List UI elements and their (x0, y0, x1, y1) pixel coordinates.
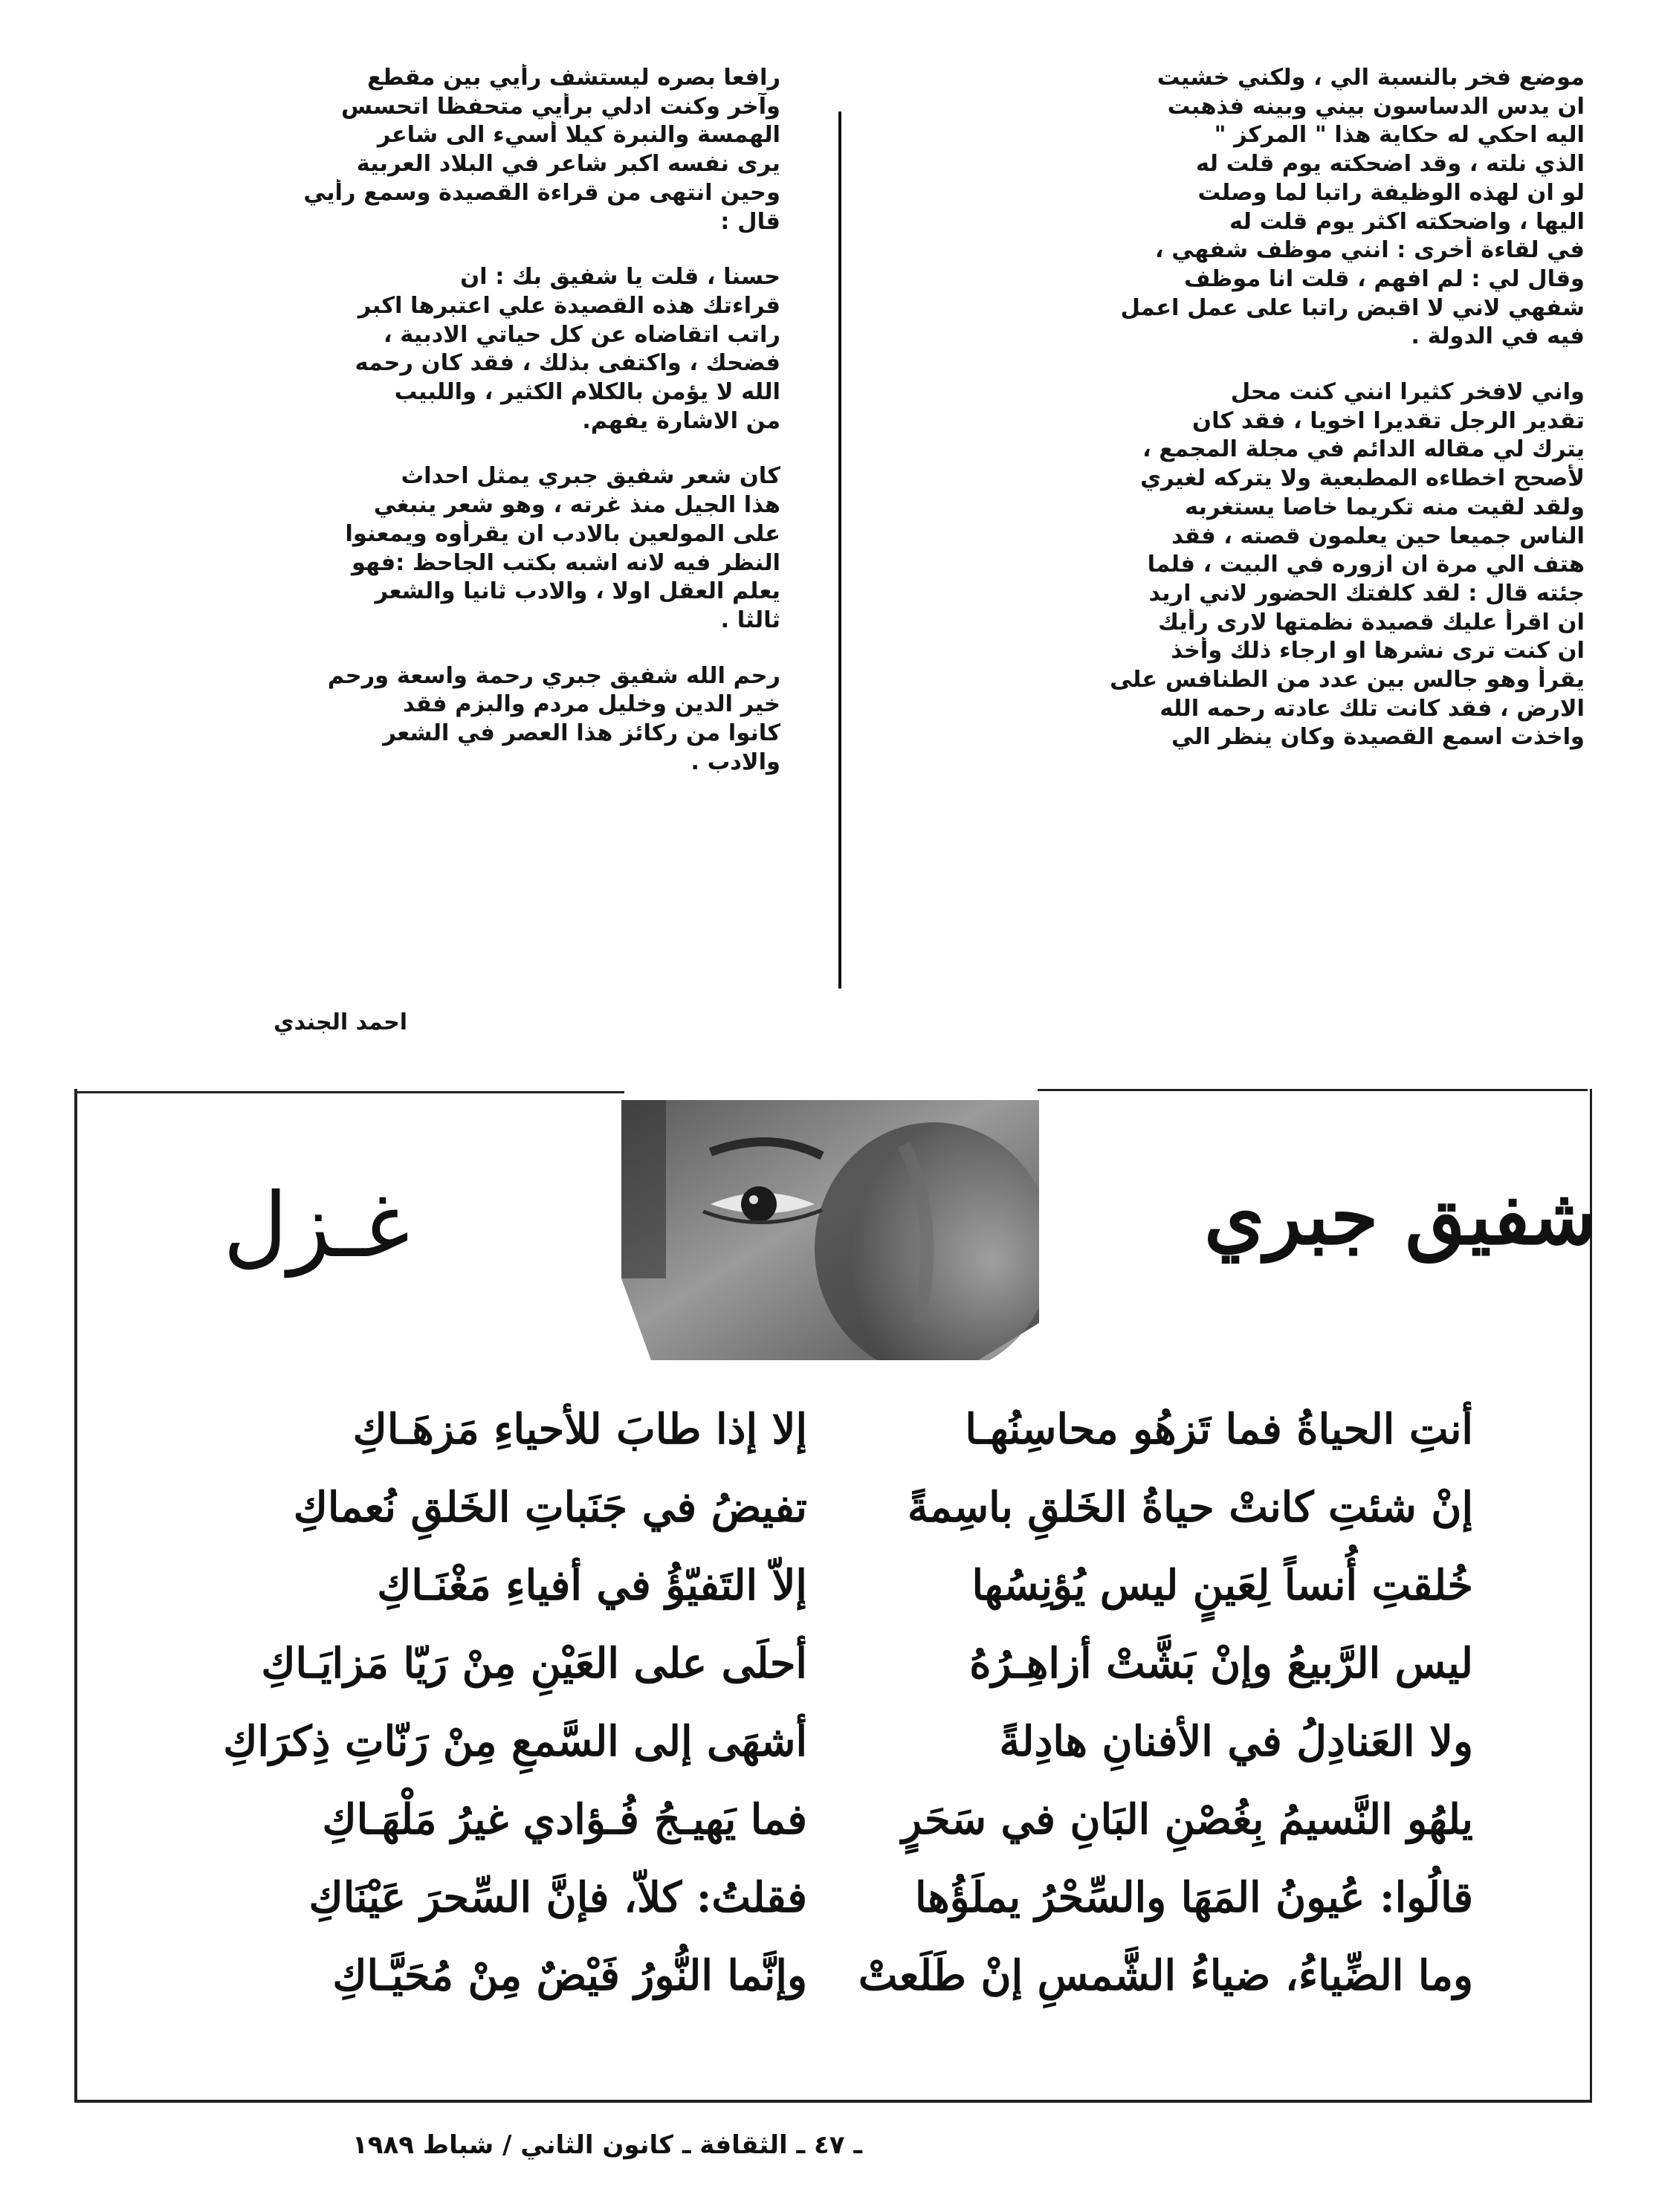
article-paragraph (901, 378, 1585, 752)
poem-title: غـزل (223, 1174, 410, 1278)
article-paragraph (95, 662, 780, 777)
text-line: يعلم العقل اولا ، والادب ثانيا والشعر (375, 578, 780, 605)
text-line: واخذت اسمع القصيدة وكان ينظر الي (1171, 724, 1585, 751)
text-line: والادب . (690, 748, 780, 775)
text-line: لأصحح اخطاءه المطبعية ولا يتركه لغيري (1140, 465, 1585, 492)
verse-second-hemistich: فقلتُ: كلاّ، فإنَّ السِّحرَ عَيْنَاكِ (308, 1873, 807, 1922)
text-line: واني لافخر كثيرا انني كنت محل (1230, 379, 1585, 406)
text-line: خير الدين وخليل مردم والبزم فقد (402, 691, 780, 718)
text-line: يترك لي مقاله الدائم في مجلة المجمع ، (1142, 436, 1585, 463)
text-line: كان شعر شفيق جبري يمثل احداث (401, 463, 780, 490)
paragraph-gap (95, 236, 780, 263)
text-line: في لقاءة أخرى : انني موظف شفهي ، (1155, 237, 1585, 264)
text-line: يقرأ وهو جالس بين عدد من الطنافس على (1110, 667, 1585, 693)
text-line: تقدير الرجل تقديرا اخويا ، فقد كان (1192, 407, 1585, 434)
paragraph-gap (901, 352, 1585, 378)
article-right-column (901, 64, 1585, 752)
article-author: احمد الجندي (273, 1009, 407, 1035)
text-line: ان يدس الدساسون بيني وبينه فذهبت (1167, 93, 1585, 120)
text-line: قال : (720, 208, 780, 235)
text-line: ان اقرأ عليك قصيدة نظمتها لارى رأيك (1157, 609, 1585, 636)
article-paragraph (95, 64, 780, 236)
text-line: راتب اتقاضاه عن كل حياتي الادبية ، (384, 321, 780, 348)
verse-second-hemistich: إلاّ التَفيّؤُ في أفياءِ مَغْنَـاكِ (377, 1561, 807, 1610)
text-line: يرى نفسه اكبر شاعر في البلاد العربية (356, 151, 780, 178)
text-line: قراءتك هذه القصيدة علي اعتبرها اكبر (358, 292, 780, 319)
text-line: ثالثا . (720, 607, 780, 633)
paragraph-gap (95, 636, 780, 662)
text-line: جئته قال : لقد كلفتك الحضور لاني اريد (1148, 580, 1585, 607)
verse-first-hemistich: يلهُو النَّسيمُ بِغُصْنِ البَانِ في سَحَرٍ (902, 1795, 1473, 1844)
verse-first-hemistich: وما الضِّياءُ، ضياءُ الشَّمسِ إنْ طَلَعتْ (858, 1951, 1473, 2000)
text-line: وآخر وكنت ادلي برأيي متحفظا اتحسس (341, 93, 780, 120)
poet-name: شفيق جبري (1204, 1171, 1597, 1262)
verse-second-hemistich: تفيضُ في جَنَباتِ الخَلقِ نُعماكِ (293, 1483, 807, 1532)
verse-first-hemistich: ليس الرَّبيعُ وإنْ بَشَّتْ أزاهِـرُهُ (969, 1639, 1473, 1688)
text-line: فضحك ، واكتفى بذلك ، فقد كان رحمه (355, 350, 780, 377)
article-paragraph (901, 64, 1585, 352)
verse-first-hemistich: أنتِ الحياةُ فما تَزهُو محاسِنُهـا (965, 1405, 1473, 1454)
verse-first-hemistich: قالُوا: عُيونُ المَهَا والسِّحْرُ يملَؤُها (915, 1873, 1473, 1922)
portrait-photo (621, 1100, 1039, 1360)
text-line: حسنا ، قلت يا شفيق بك : ان (460, 264, 780, 291)
article-left-column (95, 64, 780, 777)
verse-first-hemistich: إنْ شئتِ كانتْ حياةُ الخَلقِ باسِمةً (907, 1483, 1473, 1532)
text-line: اليها ، واضحكته اكثر يوم قلت له (1229, 208, 1585, 235)
text-line: الذي نلته ، وقد اضحكته يوم قلت له (1196, 151, 1585, 178)
text-line: وحين انتهى من قراءة القصيدة وسمع رأيي (303, 179, 780, 206)
text-line: ان كنت ترى نشرها او ارجاء ذلك وأخذ (1171, 638, 1585, 664)
text-line: رافعا بصره ليستشف رأيي بين مقطع (366, 65, 780, 91)
text-line: شفهي لاني لا اقبض راتبا على عمل اعمل (1120, 294, 1585, 321)
text-line: الارض ، فقد كانت تلك عادته رحمه الله (1159, 695, 1585, 722)
text-line: الهمسة والنبرة كيلا أسيء الى شاعر (377, 122, 780, 149)
article-paragraph (95, 263, 780, 436)
text-line: هتف الي مرة ان ازوره في البيت ، فلما (1147, 552, 1585, 578)
text-line: ولقد لقيت منه تكريما خاصا يستغربه (1185, 494, 1585, 520)
text-line: لو ان لهذه الوظيفة راتبا لما وصلت (1197, 179, 1585, 206)
text-line: الناس جميعا حين يعلمون قصته ، فقد (1171, 523, 1585, 549)
text-line: رحم الله شفيق جبري رحمة واسعة ورحم (327, 662, 780, 689)
verse-second-hemistich: إلا إذا طابَ للأحياءِ مَزهَـاكِ (352, 1405, 807, 1454)
column-divider (838, 111, 841, 989)
text-line: موضع فخر بالنسبة الي ، ولكني خشيت (1157, 65, 1585, 91)
paragraph-gap (95, 436, 780, 462)
poem-frame-top-rule-right (1038, 1089, 1588, 1091)
text-line: الله لا يؤمن بالكلام الكثير ، واللبيب (394, 379, 780, 406)
verse-second-hemistich: فما يَهيـجُ فُـؤادي غيرُ مَلْهَـاكِ (322, 1795, 807, 1844)
page-footer: ـ ٤٧ ـ الثقافة ـ كانون الثاني / شباط ١٩٨٩ (352, 2130, 862, 2160)
text-line: اليه احكي له حكاية هذا " المركز " (1214, 122, 1585, 149)
article-paragraph (95, 462, 780, 635)
verse-second-hemistich: أحلَى على العَيْنِ مِنْ رَيّا مَزايَـاكِ (261, 1639, 807, 1688)
text-line: من الاشارة يفهم. (582, 407, 780, 434)
verse-first-hemistich: خُلقتِ أُنساً لِعَينٍ ليس يُؤنِسُها (971, 1561, 1473, 1610)
text-line: هذا الجيل منذ غرته ، وهو شعر ينبغي (373, 492, 780, 519)
text-line: وقال لي : لم افهم ، قلت انا موظف (1184, 265, 1585, 292)
text-line: النظر فيه لانه اشبه بكتب الجاحظ :فهو (351, 549, 780, 576)
text-line: على المولعين بالادب ان يقرأوه ويمعنوا (345, 520, 780, 547)
text-line: فيه في الدولة . (1411, 323, 1585, 350)
text-line: كانوا من ركائز هذا العصر في الشعر (383, 720, 780, 747)
poem-frame-top-rule-left (74, 1091, 624, 1093)
verse-first-hemistich: ولا العَنادِلُ في الأفنانِ هادِلةً (999, 1717, 1473, 1766)
verse-second-hemistich: وإنَّما النُّورُ فَيْضٌ مِنْ مُحَيَّـاكِ (332, 1951, 807, 2000)
verse-second-hemistich: أشهَى إلى السَّمعِ مِنْ رَنّاتِ ذِكرَاكِ (223, 1717, 807, 1766)
